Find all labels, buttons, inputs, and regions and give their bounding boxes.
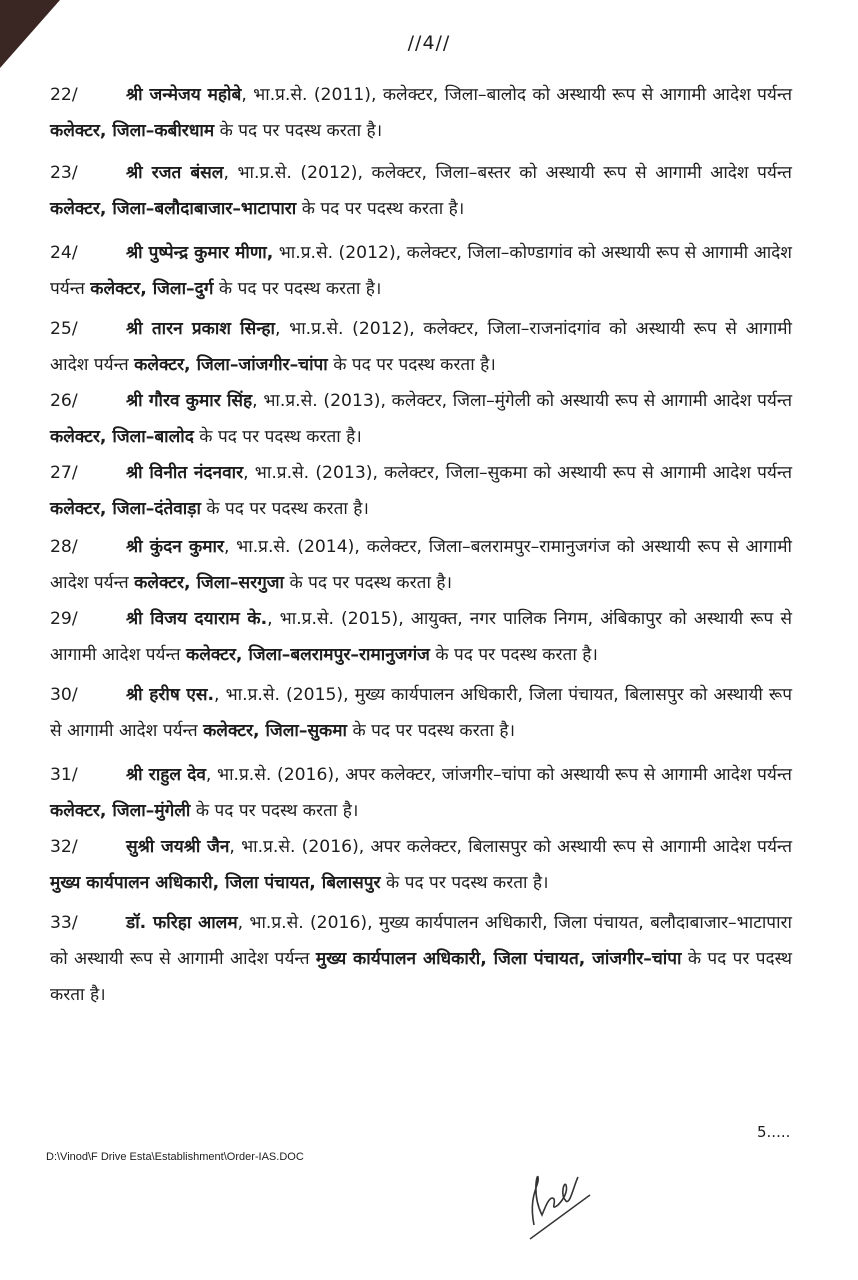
posted-to: कलेक्टर, जिला–मुंगेली xyxy=(50,801,191,822)
officer-name: श्री कुंदन कुमार xyxy=(126,537,224,558)
posted-to: कलेक्टर, जिला–जांजगीर–चांपा xyxy=(134,355,328,376)
officer-name: श्री विजय दयाराम के. xyxy=(126,609,268,630)
entry-suffix: के पद पर पदस्थ करता है। xyxy=(193,427,362,448)
continuation-marker: 5..... xyxy=(757,1123,791,1141)
posted-to: कलेक्टर, जिला–बलरामपुर–रामानुजगंज xyxy=(186,645,430,666)
entry-suffix: के पद पर पदस्थ करता है। xyxy=(284,573,452,594)
officer-name: श्री पुष्पेन्द्र कुमार मीणा, xyxy=(126,243,274,264)
entry-number: 24/ xyxy=(50,243,78,264)
officer-name: श्री जन्मेजय महोबे xyxy=(126,85,242,106)
posted-to: कलेक्टर, जिला–दंतेवाड़ा xyxy=(50,499,201,520)
entry-text: , भा.प्र.से. (2013), कलेक्टर, जिला–सुकमा को अस्थायी रूप से आगामी आदेश पर्यन्त xyxy=(243,463,792,484)
entry-number: 30/ xyxy=(50,685,78,706)
page-number: //4// xyxy=(407,32,451,54)
entry-number: 27/ xyxy=(50,463,78,484)
entry-number: 31/ xyxy=(50,765,78,786)
entry-number: 25/ xyxy=(50,319,78,340)
entry-suffix: के पद पर पदस्थ करता है। xyxy=(213,279,382,300)
entry-suffix: के पद पर पदस्थ करता है। xyxy=(380,873,549,894)
entry-text: , भा.प्र.से. (2014), कलेक्टर, जिला–बलरामपुर–रामानुजगंज को अस्थायी रूप से आगामी आदेश पर्यन्त xyxy=(50,537,792,594)
officer-name: श्री गौरव कुमार सिंह xyxy=(126,391,253,412)
entry-text: , भा.प्र.से. (2012), कलेक्टर, जिला–बस्तर को अस्थायी रूप से आगामी आदेश पर्यन्त xyxy=(223,163,792,184)
order-entry-29 xyxy=(50,601,792,673)
entry-suffix: के पद पर पदस्थ करता है। xyxy=(214,121,383,142)
order-entry-33 xyxy=(50,905,792,1013)
entry-text: , भा.प्र.से. (2015), मुख्य कार्यपालन अधिकारी, जिला पंचायत, बिलासपुर को अस्थायी रूप से आगामी आदेश पर्यन्त xyxy=(50,685,792,742)
entry-suffix: के पद पर पदस्थ करता है। xyxy=(347,721,515,742)
officer-name: श्री विनीत नंदनवार xyxy=(126,463,244,484)
order-entry-32 xyxy=(50,829,792,901)
signature-icon xyxy=(520,1155,600,1245)
entry-number: 28/ xyxy=(50,537,78,558)
entry-number: 23/ xyxy=(50,163,78,184)
entry-number: 22/ xyxy=(50,85,78,106)
posted-to: कलेक्टर, जिला–बलौदाबाजार–भाटापारा xyxy=(50,199,297,220)
posted-to: कलेक्टर, जिला–दुर्ग xyxy=(90,279,214,300)
posted-to: कलेक्टर, जिला–सुकमा xyxy=(203,721,347,742)
entry-suffix: के पद पर पदस्थ करता है। xyxy=(296,199,465,220)
order-entry-30 xyxy=(50,677,792,749)
entry-text: , भा.प्र.से. (2012), कलेक्टर, जिला–राजनांदगांव को अस्थायी रूप से आगामी आदेश पर्यन्त xyxy=(50,319,792,376)
order-entry-24 xyxy=(50,235,792,307)
posted-to: मुख्य कार्यपालन अधिकारी, जिला पंचायत, बिलासपुर xyxy=(50,873,381,894)
officer-name: डॉ. फरिहा आलम xyxy=(126,913,238,934)
order-entry-26 xyxy=(50,383,792,455)
entry-text: , भा.प्र.से. (2011), कलेक्टर, जिला–बालोद को अस्थायी रूप से आगामी आदेश पर्यन्त xyxy=(241,85,792,106)
entry-text: , भा.प्र.से. (2016), अपर कलेक्टर, जांजगीर–चांपा को अस्थायी रूप से आगामी आदेश पर्यन्त xyxy=(205,765,792,786)
order-entry-22 xyxy=(50,77,792,149)
entry-suffix: के पद पर पदस्थ करता है। xyxy=(200,499,369,520)
order-entry-28 xyxy=(50,529,792,601)
entry-number: 32/ xyxy=(50,837,78,858)
officer-name: श्री हरीष एस. xyxy=(126,685,215,706)
file-path: D:\Vinod\F Drive Esta\Establishment\Order-IAS.DOC xyxy=(46,1151,304,1163)
entry-suffix: के पद पर पदस्थ करता है। xyxy=(50,949,792,1006)
entry-text: , भा.प्र.से. (2016), मुख्य कार्यपालन अधिकारी, जिला पंचायत, बलौदाबाजार–भाटापारा को अस्थायी रूप से आगामी आदेश पर्यन्त xyxy=(50,913,792,970)
officer-name: सुश्री जयश्री जैन xyxy=(126,837,230,858)
entry-number: 26/ xyxy=(50,391,78,412)
order-entry-31 xyxy=(50,757,792,829)
officer-name: श्री तारन प्रकाश सिन्हा xyxy=(126,319,275,340)
order-entry-27 xyxy=(50,455,792,527)
posted-to: मुख्य कार्यपालन अधिकारी, जिला पंचायत, जांजगीर–चांपा xyxy=(315,949,682,970)
entry-text: , भा.प्र.से. (2015), आयुक्त, नगर पालिक निगम, अंबिकापुर को अस्थायी रूप से आगामी आदेश पर्यन्त xyxy=(50,609,792,666)
officer-name: श्री रजत बंसल xyxy=(126,163,224,184)
officer-name: श्री राहुल देव xyxy=(126,765,206,786)
entry-suffix: के पद पर पदस्थ करता है। xyxy=(429,645,598,666)
entry-text: , भा.प्र.से. (2013), कलेक्टर, जिला–मुंगेली को अस्थायी रूप से आगामी आदेश पर्यन्त xyxy=(252,391,792,412)
order-entries xyxy=(50,60,792,1013)
order-entry-23 xyxy=(50,155,792,227)
entry-suffix: के पद पर पदस्थ करता है। xyxy=(190,801,359,822)
posted-to: कलेक्टर, जिला–बालोद xyxy=(50,427,194,448)
entry-number: 33/ xyxy=(50,913,78,934)
posted-to: कलेक्टर, जिला–सरगुजा xyxy=(134,573,284,594)
order-entry-25 xyxy=(50,311,792,383)
entry-text: भा.प्र.से. (2012), कलेक्टर, जिला–कोण्डागांव को अस्थायी रूप से आगामी आदेश पर्यन्त xyxy=(50,243,792,300)
posted-to: कलेक्टर, जिला–कबीरधाम xyxy=(50,121,215,142)
entry-suffix: के पद पर पदस्थ करता है। xyxy=(327,355,496,376)
entry-number: 29/ xyxy=(50,609,78,630)
entry-text: , भा.प्र.से. (2016), अपर कलेक्टर, बिलासपुर को अस्थायी रूप से आगामी आदेश पर्यन्त xyxy=(229,837,793,858)
